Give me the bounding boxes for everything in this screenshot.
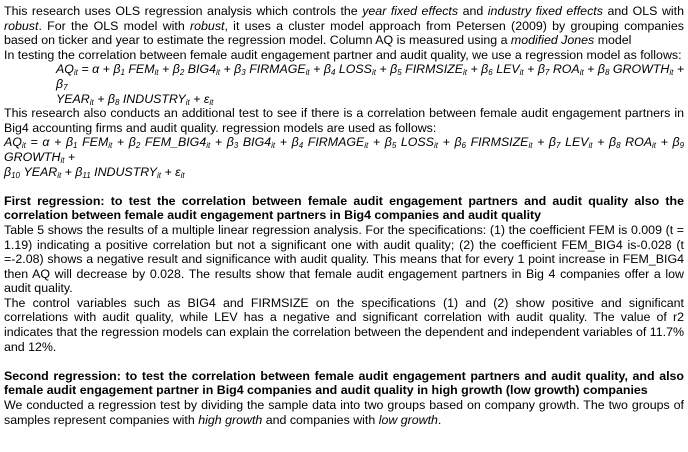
equation-2-line-1: $AQ_{it} = \alpha + \beta_1$ $FEM_{it} + \beta_2$ $FEM\_BIG4_{it} + \beta_3$ $BIG4_{it} + \beta_4$ $FIRMAGE_{it} + \beta_5$ $LOSS_{it} + \beta_6$ $FIRMSIZE_{it} + \beta_7$ $LEV_{it} + \beta_8$ $ROA_{it} + \beta_9$ $GROWTH_{it}$ +	[4, 135, 685, 165]
equation-2-line-2: $\beta_{10}$ $YEAR_{it} + \beta_{11}$ $INDUSTRY_{it} + \varepsilon_{it}$	[4, 164, 185, 180]
equation-2	[4, 135, 684, 179]
italic-term: robust	[4, 18, 39, 33]
paragraph-model-intro: In testing the correlation between female audit engagement partner and audit quality, we use a regression model as follows:	[4, 47, 682, 62]
italic-term: industry fixed effects	[487, 4, 603, 18]
paragraph-gap	[4, 354, 684, 369]
heading-first-regression: First regression: to test the correlation between female audit engagement partners and audit quality also the correlation between female audit engagement partners in Big4 companies and audit quality	[4, 193, 684, 223]
text-run: This research uses OLS regression analysis which controls the	[4, 4, 363, 18]
text-run: .	[437, 412, 442, 427]
equation-1-line-1: $AQ_{it} = \alpha + \beta_1$ $FEM_{it} + \beta_2$ $BIG4_{it} + \beta_3$ $FIRMAGE_{it} + \beta_4$ $LOSS_{it} + \beta_5$ $FIRMSIZE_{it} + \beta_6$ $LEV_{it} + \beta_7$ $ROA_{it} + \beta_8$ $GROWTH_{it} + \beta_7$	[56, 62, 685, 92]
text-run: . For the OLS model with	[38, 18, 191, 33]
italic-term: low growth	[378, 412, 438, 427]
equation-1-line-2: $YEAR_{it} + \beta_8$ $INDUSTRY_{it} + \varepsilon_{it}$	[56, 91, 214, 107]
italic-term: high growth	[198, 412, 263, 427]
text-run: and companies with	[262, 412, 379, 427]
paragraph-additional-test: This research also conducts an additional test to see if there is a correlation between female audit engagement partners in Big4 accounting firms and audit quality. regression models are used as follows:	[4, 106, 684, 135]
italic-term: modified Jones	[510, 33, 595, 48]
italic-term: year fixed effects	[362, 4, 459, 18]
paragraph-gap	[4, 179, 684, 194]
paragraph-growth-groups	[4, 398, 684, 427]
text-run: and OLS with	[602, 4, 685, 18]
paragraph-methodology	[4, 4, 684, 48]
text-run: , it uses a cluster model approach from Petersen (2009) by grouping companies based on ticker and year to estimate the regression model. Column AQ is measured using a	[4, 18, 684, 48]
text-run: and	[458, 4, 488, 18]
text-run: model	[594, 33, 632, 48]
equation-1	[4, 62, 684, 106]
paragraph-table5-results: Table 5 shows the results of a multiple linear regression analysis. For the specifications: (1) the coefficient FEM is 0.009 (t = 1.19) indicating a positive correlation but not a significant one with audit quality; (2) the coefficient FEM_BIG4 is-0.028 (t =-2.08) shows a negative result and significance with audit quality. This means that for every 1 point increase in FEM_BIG4 then AQ will decrease by 0.028. The results show that female audit engagement partners in Big 4 companies offer a low audit quality.	[4, 222, 684, 296]
text-run: We conducted a regression test by dividing the sample data into two groups based on company growth. The two groups of samples represent companies with	[4, 398, 684, 427]
italic-term: robust	[190, 18, 225, 33]
heading-second-regression: Second regression: to test the correlation between female audit engagement partners and audit quality, and also female audit engagement partner in Big4 companies and audit quality in high growth (low growth) companies	[4, 368, 684, 398]
paragraph-control-variables: The control variables such as BIG4 and FIRMSIZE on the specifications (1) and (2) show positive and significant correlations with audit quality, while LEV has a negative and significant correlation with audit quality. The value of r2 indicates that the regression models can explain the correlation between the dependent and independent variables of 11.7% and 12%.	[4, 295, 684, 354]
